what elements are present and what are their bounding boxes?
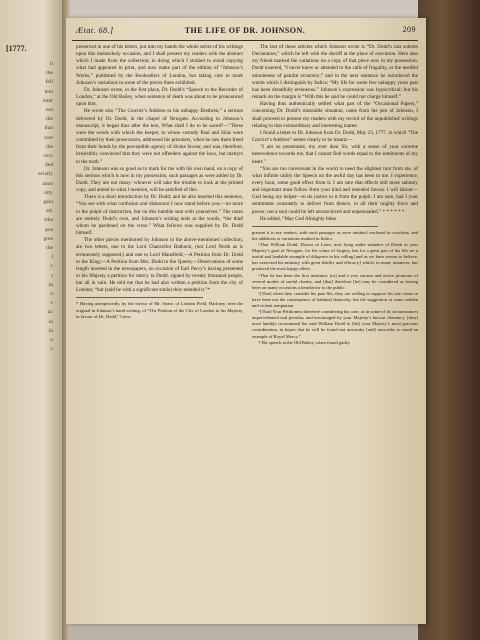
- footnote-continued: present it to my readers, with such passages as were omitted, enclosed in crotchets, and the additions or variations marked in Italics.: [252, 229, 418, 241]
- left-page-edge: [0, 0, 62, 640]
- left-page-line: t: [51, 272, 53, 279]
- footnote-petition: “[That] when they consider his past life, they are willing to suppose his late crime to have been not the consequence of habitual depravity, but the suggestion of some sudden and violent temptation.: [252, 290, 418, 309]
- left-page-line: fell: [45, 79, 53, 86]
- left-page-line: rtha: [44, 217, 53, 224]
- left-page-line: ture: [44, 134, 53, 141]
- footnote-rule: [76, 297, 203, 298]
- left-page-line: very: [43, 153, 53, 160]
- footnote-dagger: † His speech at the Old Bailey, when found guilty.: [258, 339, 351, 345]
- left-page-line: v: [50, 300, 53, 307]
- paragraph: The other pieces mentioned by Johnson in the above-mentioned collection, are two letters, one to the Lord Chancellor Bathurst, (not Lord North as is erroneously supposed,) and one to Lord Mansfield;—A Petition from Dr. Dodd to the King;—A Petition from Mrs. Dodd to the Queen;—Observations of some length inserted in the newspapers, on occasion of Earl Percy’s having presented to his Majesty a petition for mercy to Dodd, signed by twenty thousand people, but all in vain. He told me that he had also written a petition from the city of London; “but (said he with a significant smile) they mended it.”*: [76, 237, 243, 294]
- header-age: Ætat. 68.]: [76, 26, 114, 35]
- paragraph: I found a letter to Dr. Johnson from Dr. Dodd, May 23, 1777, in which “The Convict’s Address” seems clearly to be meant:—: [252, 129, 418, 144]
- left-page-folio: [1777.: [6, 44, 27, 53]
- book-cover-edge: [418, 0, 480, 640]
- paragraph: The last of these articles which Johnson wrote is “Dr. Dodd’s last solemn Declaration,” which he left with the sheriff at the place of execution. Here also my friend marked the variations on a copy of that piece now in my possession. Dodd inserted, “I never knew or attended to the calls of frugality, or the needful minuteness of painful economy;” and in the next sentence he introduced the words which I distinguish by Italics; “My life for some few unhappy years past has been dreadfully erroneous.” Johnson’s expression was hypocritical; but his remark on the margin is “With this he said he could not charge himself.”: [252, 44, 418, 101]
- left-page-line: it: [49, 61, 53, 67]
- running-head: [72, 26, 418, 38]
- left-page-line: inter: [42, 97, 53, 104]
- left-page-line: in: [48, 281, 53, 288]
- quote: “You are too conversant in the world to need the slightest hint from me, of what infinite utility the Speech on the awful day has been to me. I experience, every hour, some good effect from it. I am sure that effects still more salutary and important must follow from your kind and intended favour. I will labour—God being my helper—to do justice to it from the pulpit. I am sure, had I your sentiments constantly to deliver from thence, in all their mighty force and power, not a soul could be left unconvinced and unpersuaded.” * * * * * *: [252, 165, 418, 215]
- left-page-line: not: [45, 107, 53, 114]
- left-page-line: l: [51, 254, 53, 261]
- paragraph: Having thus authentically settled what part of the “Occasional Papers,” concerning Dr. Dodd’s miserable situation, came from the pen of Johnson, I shall proceed to present my readers with my record of the unpublished writings relating to that extraordinary and interesting matter.: [252, 101, 418, 129]
- right-column: [252, 44, 418, 346]
- left-page-line: c: [50, 263, 53, 270]
- left-page-line: gree: [43, 235, 53, 242]
- footnote: * Having unexpectedly, by the favour of Mr. Stone, of London Field, Hackney, seen the original in Johnson’s hand-writing, of “The Petition of the City of London to his Majesty, in favour of Dr. Dodd,” I now: [76, 301, 243, 319]
- page-title: THE LIFE OF DR. JOHNSON.: [184, 26, 306, 35]
- left-page-line: the: [46, 116, 53, 123]
- left-page-line: the: [46, 245, 53, 252]
- left-page-line: ac: [48, 309, 53, 316]
- left-page-line: gain: [43, 199, 53, 206]
- left-page-line: nity: [44, 189, 53, 196]
- book-page: [66, 18, 426, 624]
- left-page-line: ed,: [46, 208, 53, 215]
- paragraph: preserved in one of his letters, put into my hands the whole series of his writings upon this melancholy occasion, and I shall present my readers with the abstract which I made from the collection; in doing which I studied to avoid copying what had appeared in print, and now make part of the edition of “Johnson’s Works,” published by the Booksellers of London, but taking care to mark Johnson’s variations in some of the pieces there exhibited.: [76, 44, 243, 86]
- left-page-line: pos: [45, 226, 53, 233]
- left-page-line: lent: [44, 88, 53, 95]
- left-page-line: c: [50, 346, 53, 353]
- left-page-line: the: [46, 143, 53, 150]
- left-page-line: that: [44, 125, 53, 132]
- footnote-rule: [252, 226, 378, 227]
- header-rule: [72, 40, 418, 41]
- left-page-line: ecially: [38, 171, 53, 178]
- left-page-line: o: [50, 291, 53, 298]
- footnote-petition: “That William Dodd, Doctor of Laws, now lying under sentence of Death in your Majesty’s gaol of Newgate, for the crime of forgery, has for a great part of his life set a useful and laudable example of diligence in his calling [and as we have reason to believe, has exercised his ministry with great fidelity and efficacy,] which, in many instances, has produced the most happy effect.: [252, 242, 418, 272]
- paragraph: He added, “May God Almighty bless: [260, 215, 337, 222]
- paragraph: Dr. Johnson wrote, in the first place, Dr. Dodd’s “Speech to the Recorder of London,” at the Old Bailey, when sentence of death was about to be pronounced upon him.: [76, 86, 243, 108]
- quote: “I am so penetrated, my ever dear Sir, with a sense of your extreme benevolence towards me, that I cannot find words equal to the sentiments of my heart.”: [252, 144, 418, 165]
- left-page-line: o: [50, 337, 53, 344]
- left-page-line: ded: [44, 162, 53, 169]
- left-page-text-fragments: [3, 60, 53, 355]
- left-column: [76, 44, 243, 320]
- left-page-line: in: [48, 327, 53, 334]
- paragraph: There is a short introduction by Dr. Dodd; and he also inserted this sentence, “You see with what confusion and dishonour I now stand before you;—no more in the pulpit of instruction, but on this humble seat with yourselves.” The notes are entirely Dodd’s own, and Johnson’s writing ends at the words, “the thief whom he pardoned on the cross.” What follows was supplied by Dr. Dodd himself.: [76, 194, 243, 237]
- left-page-line: ainst: [42, 180, 53, 187]
- left-page-line: the: [46, 70, 53, 77]
- page-number: 209: [402, 25, 416, 34]
- footnote-petition: “[That] Your Petitioners therefore considering his case, as in some of its circumstances unprecedented and peculiar, and encouraged by your Majesty’s known clemency, [they] most humbly recommend the said William Dodd to [his] your Majesty’s most gracious consideration, in hopes that he will be found not unworthy [and] unworthy to stand an example of Royal Mercy.”: [252, 309, 418, 339]
- paragraph: Dr. Johnson was so good as to mark for me with his own hand, on a copy of this sermon which is now in my possession, such passages as were added by Dr. Dodd. They are not many: whoever will take the trouble to look at the printed copy, and attend to what I mention, will be satisfied of this.: [76, 165, 243, 194]
- left-page-line: io: [48, 318, 53, 325]
- paragraph: He wrote also “The Convict’s Address to his unhappy Brethren,” a sermon delivered by Dr. Dodd, in the chapel of Newgate. According to Johnson’s manuscript, it began thus after the text, What shall I do to be saved?—“These were the words with which the keeper, to whose custody Paul and Silas were committed by their prosecutors, addressed his prisoners, when he saw them freed from their bonds by the perceptible agency of divine favour, and was, therefore, irresistibly convinced that they were not offenders against the laws, but martyrs to the truth.”: [76, 108, 243, 165]
- footnote-petition: “That he has been the first institutor, [or] and a very earnest and active promoter of several modes of useful charity, and [that] therefore [he] may be considered as having been on many occasions a benefactor to the public.: [252, 272, 418, 290]
